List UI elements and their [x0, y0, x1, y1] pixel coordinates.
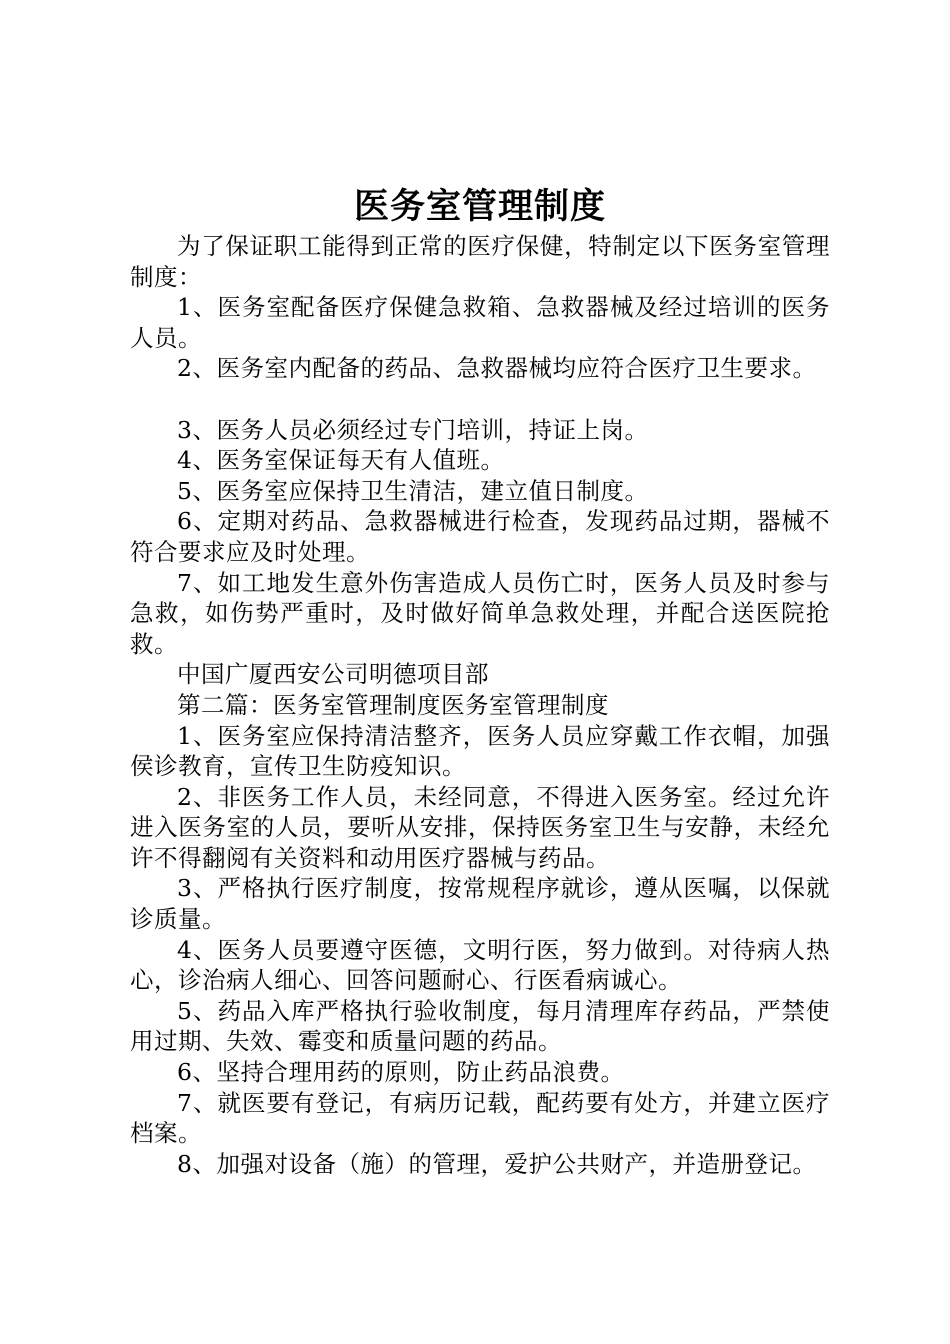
section2-rule-2: 2、非医务工作人员，未经同意，不得进入医务室。经过允许进入医务室的人员，要听从安排，保持医务室卫生与安静，未经允许不得翻阅有关资料和动用医疗器械与药品。: [130, 782, 830, 872]
section-heading: 第二篇：医务室管理制度医务室管理制度: [177, 690, 609, 719]
rule-1: 1、医务室配备医疗保健急救箱、急救器械及经过培训的医务人员。: [130, 293, 830, 352]
section2-rule-5: 5、药品入库严格执行验收制度，每月清理库存药品，严禁使用过期、失效、霉变和质量问题的药品。: [130, 996, 830, 1056]
rule-4: 4、医务室保证每天有人值班。: [177, 446, 505, 475]
document-page: [130, 183, 830, 1179]
section2-rule-4: 4、医务人员要遵守医德，文明行医，努力做到。对待病人热心，诊治病人细心、回答问题耐心、行医看病诚心。: [130, 935, 830, 995]
section2-rule-1: 1、医务室应保持清洁整齐，医务人员应穿戴工作衣帽，加强侯诊教育，宣传卫生防疫知识。: [130, 721, 830, 781]
rule-7: 7、如工地发生意外伤害造成人员伤亡时，医务人员及时参与急救，如伤势严重时，及时做好简单急救处理，并配合送医院抢救。: [130, 568, 830, 658]
rule-6: 6、定期对药品、急救器械进行检查，发现药品过期，器械不符合要求应及时处理。: [130, 507, 830, 566]
section2-rule-3: 3、严格执行医疗制度，按常规程序就诊，遵从医嘱，以保就诊质量。: [130, 874, 830, 934]
organization-name: 中国广厦西安公司明德项目部: [177, 660, 489, 689]
rule-3: 3、医务人员必须经过专门培训，持证上岗。: [177, 415, 649, 444]
rule-2: 2、医务室内配备的药品、急救器械均应符合医疗卫生要求。: [177, 354, 817, 383]
section2-rule-6: 6、坚持合理用药的原则，防止药品浪费。: [177, 1058, 625, 1087]
blank-line: [130, 384, 830, 415]
rule-5: 5、医务室应保持卫生清洁，建立值日制度。: [177, 476, 649, 505]
document-title: 医务室管理制度: [353, 187, 606, 227]
section2-rule-8: 8、加强对设备（施）的管理，爱护公共财产，并造册登记。: [177, 1149, 817, 1178]
section2-rule-7: 7、就医要有登记，有病历记载，配药要有处方，并建立医疗档案。: [130, 1088, 830, 1148]
intro-paragraph: 为了保证职工能得到正常的医疗保健，特制定以下医务室管理制度：: [130, 232, 830, 291]
